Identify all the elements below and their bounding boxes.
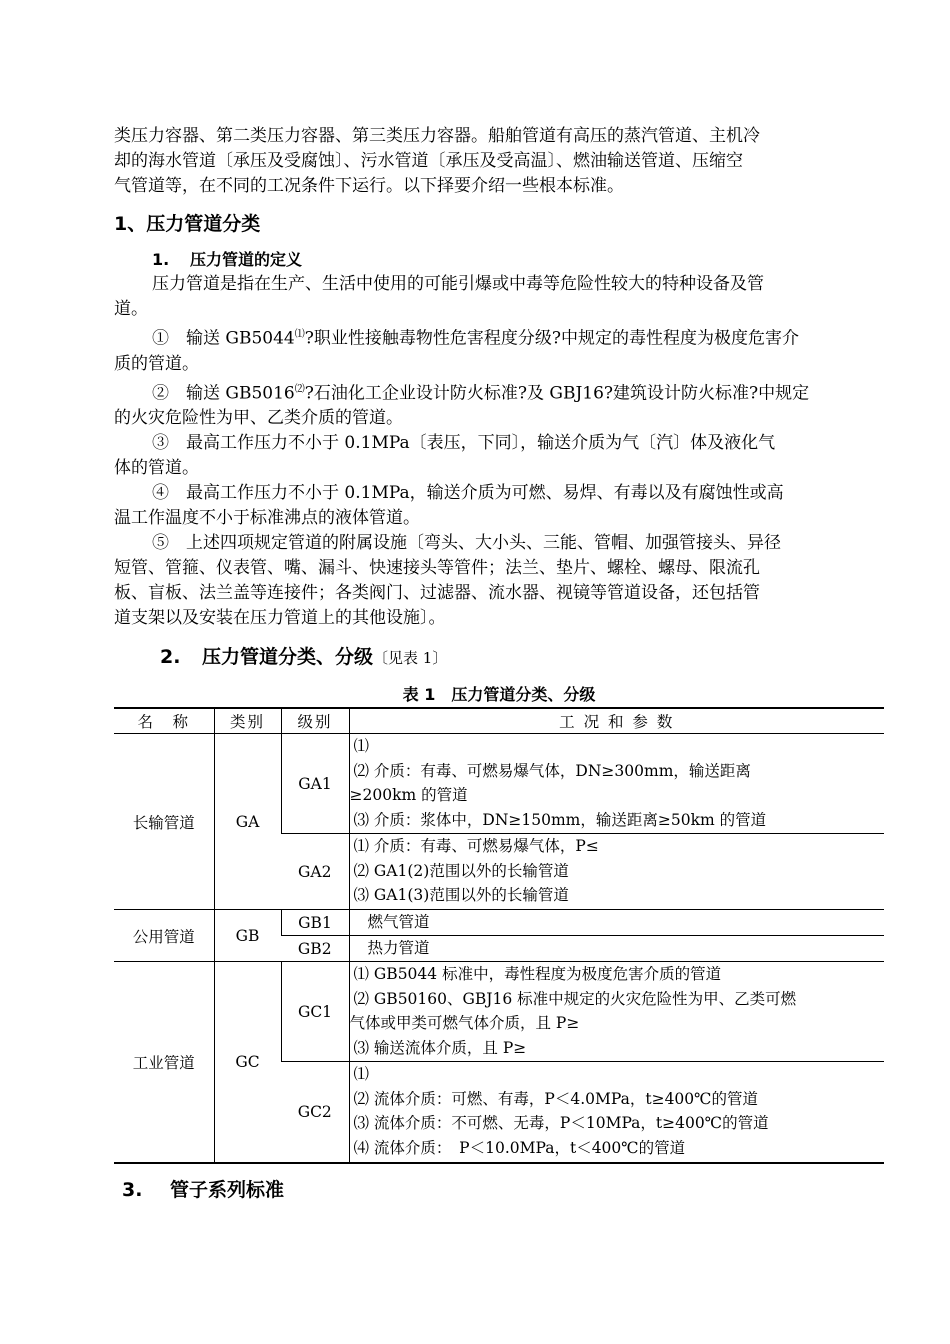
subsection-title: 压力管道分类、分级 [202,646,374,669]
cell-type-name: 长输管道 [132,813,195,832]
cell-conditions: ⑴ GB5044 标准中，毒性程度为极度危害介质的管道 ⑵ GB50160、GBJ16 标准中规定的火灾危险性为甲、乙类可燃 气体或甲类可燃气体介质，且 P≥ ⑶ 输送流体介质，且 P≥ [349,962,884,1062]
list-item-cont: 短管、管箍、仪表管、嘴、漏斗、快速接头等管件；法兰、垫片、螺栓、螺母、限流孔 [114,558,760,579]
list-item: ① 输送 GB5044⑴?职业性接触毒物性危害程度分级?中规定的毒性程度为极度危害介 [152,328,799,349]
intro-paragraph [114,124,884,199]
intro-line: 却的海水管道〔承压及受腐蚀〕、污水管道〔承压及受高温〕、燃油输送管道、压缩空 [114,151,743,171]
cell-level: GC1 [281,962,349,1062]
header-level: 级别 [281,708,349,734]
list-item-cont: 质的管道。 [114,353,199,374]
cell-level: GA1 [281,734,349,834]
cell-category: GA [214,734,281,910]
cell-level: GC2 [281,1062,349,1164]
section-heading-1: 1、压力管道分类 [114,213,261,235]
table-row [114,910,884,936]
cell-conditions: 燃气管道 [349,910,884,936]
subsection-heading-classification [160,645,884,671]
list-item: ④ 最高工作压力不小于 0.1MPa，输送介质为可燃、易焊、有毒以及有腐蚀性或高 [152,483,784,504]
list-item: ⑤ 上述四项规定管道的附属设施〔弯头、大小头、三能、管帽、加强管接头、异径 [152,533,781,554]
definition-line: 压力管道是指在生产、生活中使用的可能引爆或中毒等危险性较大的特种设备及管 [152,274,764,294]
cell-conditions: ⑴ ⑵ 流体介质：可燃、有毒，P＜4.0MPa，t≥400℃的管道 ⑶ 流体介质：不可燃、无毒，P＜10MPa，t≥400℃的管道 ⑷ 流体介质： P＜10.0MPa，t＜400℃的管道 [349,1062,884,1164]
section-number: 3. [122,1179,143,1202]
intro-line: 类压力容器、第二类压力容器、第三类压力容器。船舶管道有高压的蒸汽管道、主机冷 [114,126,760,146]
list-item-cont: 温工作温度不小于标准沸点的液体管道。 [114,508,420,529]
table-caption: 表 1 压力管道分类、分级 [402,685,596,705]
table-row [114,962,884,1062]
subsection-number: 2. [160,646,181,669]
section-heading-3 [122,1178,884,1203]
definition-line: 道。 [114,299,148,319]
list-item-cont: 的火灾危险性为甲、乙类介质的管道。 [114,408,403,429]
subsection-heading-definition [152,247,884,272]
cell-category: GB [214,910,281,962]
cell-conditions: ⑴ 介质：有毒、可燃易爆气体，P≤ ⑵ GA1(2)范围以外的长输管道 ⑶ GA1(3)范围以外的长输管道 [349,834,884,910]
cell-level: GB2 [281,936,349,962]
header-category: 类别 [214,708,281,734]
cell-level: GB1 [281,910,349,936]
section-title: 管子系列标准 [170,1179,285,1202]
list-item: ② 输送 GB5016⑵?石油化工企业设计防火标准?及 GBJ16?建筑设计防火标准?中规定 [152,383,810,404]
table-row [114,734,884,834]
cell-conditions: 热力管道 [349,936,884,962]
subsection-number: 1. [152,250,170,269]
table-header-row [114,708,884,734]
footnote-marker: ⑴ [294,329,305,340]
subsection-title: 压力管道的定义 [190,250,303,269]
intro-line: 气管道等，在不同的工况条件下运行。以下择要介绍一些根本标准。 [114,176,624,196]
cell-level: GA2 [281,834,349,910]
list-item-cont: 道支架以及安装在压力管道上的其他设施〕。 [114,608,446,629]
header-conditions: 工 况 和 参 数 [349,708,884,734]
list-item-cont: 板、盲板、法兰盖等连接件；各类阀门、过滤器、流水器、视镜等管道设备，还包括管 [114,583,760,604]
cell-type-name: 公用管道 [114,910,214,962]
footnote-marker: ⑵ [294,383,305,395]
list-item: ③ 最高工作压力不小于 0.1MPa〔表压，下同〕，输送介质为气〔汽〕体及液化气 [152,433,776,454]
document-page [114,124,884,1203]
cell-category: GC [214,962,281,1164]
classification-table [114,707,884,1164]
cell-conditions: ⑴ ⑵ 介质：有毒、可燃易爆气体，DN≥300mm，输送距离 ≥200km 的管道 ⑶ 介质：浆体中，DN≥150mm，输送距离≥50km 的管道 [349,734,884,834]
header-name: 名 称 [114,708,214,734]
table-reference: 〔见表 1〕 [373,649,448,668]
list-item-cont: 体的管道。 [114,458,199,479]
cell-type-name: 工业管道 [114,962,214,1164]
